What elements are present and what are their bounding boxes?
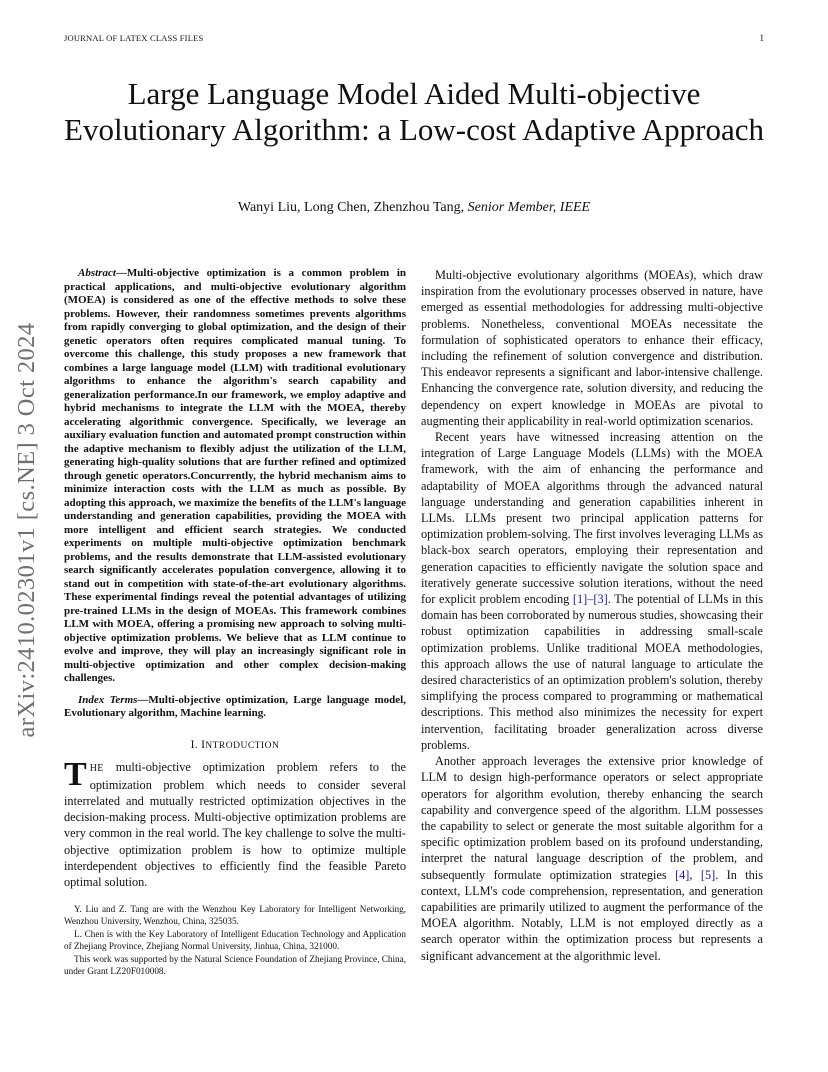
footnotes: [64, 904, 406, 977]
section-number: I.: [190, 738, 198, 751]
p2-text-b: . The potential of LLMs in this domain has been corroborated by numerous studies, showcasing their robust optimization capabilities in addressing small-scale optimization problems. Unlike traditional MOEA methodologies, this approach allows the use of natural language to articulate the desired characteristics of an optimization problem's solution, thereby simplifying the process compared to programming or mathematical descriptions. This method also minimizes the necessity for expert intervention, facilitating broader generalization across diverse problems.: [421, 592, 763, 752]
paper-title: Large Language Model Aided Multi-objective Evolutionary Algorithm: a Low-cost Adaptive Approach: [64, 76, 764, 147]
paragraph-moea: Multi-objective evolutionary algorithms (MOEAs), which draw inspiration from the evolutionary processes observed in nature, have emerged as essential methodologies for addressing multi-objective problems. Nonetheless, conventional MOEAs necessitate the formulation of sophisticated operators to enhance their efficacy, including the refinement of solution convergence and distribution. This endeavor represents a significant and labor-intensive challenge. Enhancing the convergence rate, solution diversity, and reducing the dependency on expert knowledge in MOEAs are pivotal to augmenting their applicability in real-world optimization scenarios.: [421, 268, 763, 428]
arxiv-stamp-text: arXiv:2410.02301v1 [cs.NE] 3 Oct 2024: [13, 322, 40, 738]
journal-header: JOURNAL OF LATEX CLASS FILES: [64, 33, 204, 43]
footnote-affiliation-1: Y. Liu and Z. Tang are with the Wenzhou Key Laboratory for Intelligent Networking, Wenzhou University, Wenzhou, China, 325035.: [64, 904, 406, 926]
section-heading-introduction: [64, 739, 406, 751]
index-terms: [64, 694, 406, 721]
p3-text-a: Another approach leverages the extensive prior knowledge of LLM to design high-performance operators or select appropriate operators for algorithm evolution, thereby enhancing the search capability and convergence speed of the algorithm. LLM possesses the capability to select or generate the most suitable algorithm for a specific optimization problem based on its profound understanding, interpret the natural language description of the problem, and subsequently formulate optimization strategies: [421, 754, 763, 882]
intro-paragraph: [64, 755, 406, 891]
index-terms-text: —Multi-objective optimization, Large language model, Evolutionary algorithm, Machine learning.: [64, 693, 406, 719]
footnote-funding: This work was supported by the Natural Science Foundation of Zhejiang Province, China, under Grant LZ20F010008.: [64, 954, 406, 976]
p3-sep: ,: [689, 867, 701, 882]
abstract-label: Abstract: [78, 267, 116, 279]
author-role: Senior Member, IEEE: [467, 200, 591, 215]
section-title-rest: NTRODUCTION: [205, 740, 280, 751]
author-line: [64, 200, 764, 216]
citation-link[interactable]: [4]: [675, 867, 690, 882]
footnote-affiliation-2: L. Chen is with the Key Laboratory of Intelligent Education Technology and Application of Zhejiang Province, Zhejiang Normal University, Jinhua, China, 321000.: [64, 929, 406, 951]
intro-smallcaps: HE: [89, 762, 104, 774]
abstract-text: —Multi-objective optimization is a common problem in practical applications, and multi-objective evolutionary algorithm (MOEA) is considered as one of the effective methods to solve these problems. However, their randomness sometimes prevents algorithms from rapidly converging to global optimization, and the design of their genetic operators often requires complicated manual tuning. To overcome this challenge, this study proposes a new framework that combines a large language model (LLM) with traditional evolutionary algorithms to enhance the algorithm's search capability and generalization performance.In our framework, we employ adaptive and hybrid mechanisms to integrate the LLM with the MOEA, thereby accelerating algorithmic convergence. Specifically, we leverage an auxiliary evaluation function and automated prompt construction within the adaptive mechanism to flexibly adjust the utilization of the LLM, generating high-quality solutions that are further refined and optimized through genetic operators.Concurrently, the hybrid mechanism aims to minimize interaction costs with the LLM as much as possible. By adopting this approach, we maximize the benefits of the LLM's language understanding and generation capabilities, providing the MOEA with more intelligent and efficient search strategies. We conducted experiments on multiple multi-objective optimization benchmark problems, and the results demonstrate that LLM-assisted evolutionary search significantly accelerates population convergence, allowing it to stand out in competition with state-of-the-art evolutionary algorithms. These experimental findings reveal the potential advantages of utilizing pre-trained LLMs in the design of MOEAs. This framework combines LLM with MOEA, offering a promising new approach to solving multi-objective optimization problems. We believe that as LLM continue to evolve and improve, they will play an increasingly significant role in multi-objective optimization and other complex decision-making challenges.: [64, 267, 406, 684]
citation-link[interactable]: [1]–[3]: [572, 592, 608, 607]
intro-text: multi-objective optimization problem refers to the optimization problem which needs to consider several interrelated and mutually restricted optimization objectives in the decision-making process. Multi-objective optimization problems are very common in the real world. The key challenge to solve the multi-objective optimization problem is how to optimize multiple interdependent objectives to efficiently find the feasible Pareto optimal solution.: [64, 759, 406, 889]
p3-text-b: . In this context, LLM's code comprehension, representation, and generation capabilities are primarily utilized to augment the performance of the MOEA algorithm. Notably, LLM is not employed directly as a search operator within the optimization process but represents a significant advancement at the algorithmic level.: [421, 867, 763, 963]
index-terms-label: Index Terms: [78, 693, 138, 706]
dropcap: T: [64, 755, 87, 793]
section-title-first: I: [201, 738, 206, 751]
page-number: 1: [759, 33, 764, 43]
left-column: [64, 267, 406, 979]
abstract: [64, 267, 406, 686]
author-names: Wanyi Liu, Long Chen, Zhenzhou Tang,: [237, 200, 465, 215]
paragraph-llm-integration: [421, 429, 763, 753]
p2-text-a: Recent years have witnessed increasing attention on the integration of Large Language Models (LLMs) with the MOEA framework, with the aim of enhancing the performance and adaptability of MOEA algorithms through the advanced natural language understanding and generation capabilities inherent in LLMs. LLMs present two principal application patterns for optimization problem-solving. The first involves leveraging LLMs as black-box search operators, employing their representation and generation capacities to efficiently navigate the solution space and iteratively generate successive solution iterations, without the need for explicit problem encoding: [421, 430, 763, 607]
arxiv-stamp: [5, 294, 49, 766]
citation-link[interactable]: [5]: [700, 867, 716, 882]
paragraph-operator-design: [421, 753, 763, 964]
right-column: [421, 267, 763, 964]
